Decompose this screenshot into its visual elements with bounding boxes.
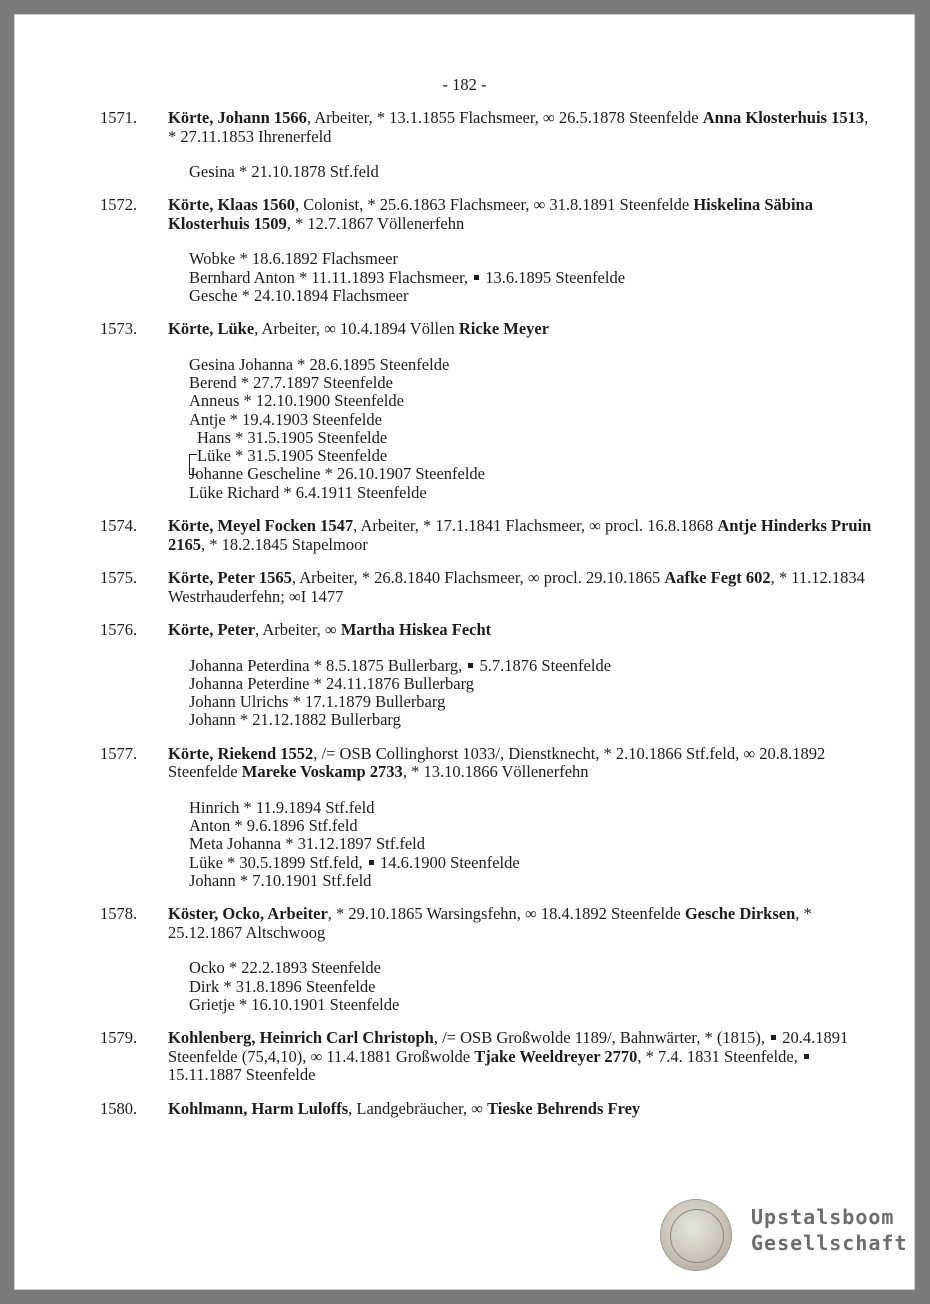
person-name: Köster, Ocko, Arbeiter	[168, 904, 328, 924]
entry-number: 1580.	[100, 1098, 138, 1118]
death-marker-icon	[369, 860, 374, 865]
child-entry	[189, 356, 880, 374]
child-text: Gesina * 21.10.1878 Stf.feld	[189, 162, 379, 181]
child-entry	[189, 693, 880, 711]
child-entry	[189, 872, 880, 890]
seal-icon	[661, 1200, 731, 1270]
person-name: Körte, Meyel Focken 1547	[168, 516, 354, 536]
children-list	[189, 657, 880, 730]
entry	[100, 196, 880, 305]
death-marker-icon	[771, 1035, 776, 1040]
entry-detail: , /= OSB Großwolde 1189/, Bahnwärter, * (1815), 20.4.1891 Steenfelde (75,4,10), ∞ 11.4.1881 Großwolde	[168, 1028, 849, 1066]
entry-detail: , * 13.10.1866 Völlenerfehn	[402, 762, 589, 782]
entry-number: 1574.	[100, 516, 138, 536]
child-text: 5.7.1876 Steenfelde	[475, 655, 612, 675]
document-page	[14, 14, 915, 1290]
child-text: Johanna Peterdina * 8.5.1875 Bullerbarg,	[189, 655, 467, 675]
entry-detail: , /= OSB Collinghorst 1033/, Dienstknecht, * 2.10.1866 Stf.feld, ∞ 20.8.1892 Steenfelde	[168, 743, 826, 782]
person-name: Antje Hinderks Pruin 2165	[168, 516, 872, 554]
child-text: Ocko * 22.2.1893 Steenfelde	[189, 958, 381, 978]
entry	[100, 109, 880, 181]
children-list	[189, 356, 880, 502]
child-text: Anton * 9.6.1896 Stf.feld	[189, 816, 358, 836]
entry-heading	[168, 517, 880, 554]
child-entry	[189, 465, 880, 483]
entry-detail: , * 7.4. 1831 Steenfelde, 15.11.1887 Steenfelde	[168, 1047, 811, 1085]
entry	[100, 517, 880, 554]
entry-number: 1578.	[100, 904, 138, 924]
society-logo	[661, 1200, 908, 1274]
twins-bracket	[189, 454, 197, 475]
child-entry	[189, 817, 880, 835]
child-text: Dirk * 31.8.1896 Steenfelde	[189, 976, 376, 996]
child-text: Gesina Johanna * 28.6.1895 Steenfelde	[189, 354, 450, 374]
entry-detail: , * 12.7.1867 Völlenerfehn	[286, 213, 465, 233]
person-name: Körte, Lüke	[168, 319, 255, 339]
child-entry	[189, 996, 880, 1014]
entry-detail: , Arbeiter, ∞	[255, 620, 341, 640]
person-name: Aafke Fegt 602	[664, 568, 771, 588]
child-entry	[189, 287, 880, 305]
child-text: Johann Ulrichs * 17.1.1879 Bullerbarg	[189, 692, 446, 712]
logo-text	[751, 1204, 908, 1256]
child-text: Johann * 7.10.1901 Stf.feld	[189, 870, 372, 890]
child-entry	[189, 959, 880, 977]
child-entry	[189, 675, 880, 693]
entry	[100, 1029, 880, 1085]
entry-heading	[168, 109, 880, 146]
child-entry	[189, 854, 880, 872]
entry	[100, 905, 880, 1014]
child-entry	[189, 835, 880, 853]
child-text: 13.6.1895 Steenfelde	[481, 267, 626, 287]
entry-number: 1577.	[100, 743, 138, 763]
entry-detail: , * 18.2.1845 Stapelmoor	[201, 534, 368, 554]
child-entry	[189, 799, 880, 817]
entry-heading	[168, 569, 880, 606]
person-name: Mareke Voskamp 2733	[241, 762, 403, 782]
person-name: Anna Klosterhuis 1513	[702, 108, 865, 127]
entry-heading	[168, 1100, 880, 1119]
entry-detail: , Arbeiter, * 13.1.1855 Flachsmeer, ∞ 26.5.1878 Steenfelde	[306, 108, 703, 127]
person-name: Tjake Weeldreyer 2770	[474, 1046, 638, 1066]
entry	[100, 621, 880, 730]
logo-line-2: Gesellschaft	[751, 1231, 908, 1255]
entry-heading	[168, 745, 880, 782]
child-entry	[189, 411, 880, 429]
child-entry	[189, 657, 880, 675]
child-entry	[189, 447, 880, 465]
entry-number: 1571.	[100, 108, 138, 127]
person-name: Hiskelina Säbina Klosterhuis 1509	[168, 195, 813, 233]
child-text: Hinrich * 11.9.1894 Stf.feld	[189, 797, 375, 817]
child-text: Gesche * 24.10.1894 Flachsmeer	[189, 285, 409, 305]
person-name: Gesche Dirksen	[684, 904, 796, 924]
child-text: Meta Johanna * 31.12.1897 Stf.feld	[189, 834, 426, 854]
child-text: Lüke * 30.5.1899 Stf.feld,	[189, 852, 367, 872]
child-entry	[189, 484, 880, 502]
entry-number: 1572.	[100, 195, 138, 215]
children-list	[189, 799, 880, 890]
child-text: Johanne Gescheline * 26.10.1907 Steenfelde	[189, 464, 486, 484]
entry-detail: , * 11.12.1834 Westrhauderfehn; ∞I 1477	[168, 568, 865, 606]
child-text: 14.6.1900 Steenfelde	[375, 852, 520, 872]
child-entry	[189, 163, 880, 181]
death-marker-icon	[804, 1054, 809, 1059]
entry	[100, 1100, 880, 1119]
person-name: Körte, Peter	[168, 620, 256, 640]
person-name: Körte, Klaas 1560	[168, 195, 295, 215]
entry-detail: , * 27.11.1853 Ihrenerfeld	[168, 108, 869, 146]
entry-heading	[168, 905, 880, 942]
entry-heading	[168, 621, 880, 640]
entry-number: 1576.	[100, 620, 138, 640]
child-text: Johanna Peterdine * 24.11.1876 Bullerbarg	[189, 673, 475, 693]
entry-detail: , Landgebräucher, ∞	[348, 1098, 488, 1118]
child-entry	[189, 269, 880, 287]
entry	[100, 745, 880, 890]
child-text: Berend * 27.7.1897 Steenfelde	[189, 372, 393, 392]
genealogy-entries	[100, 109, 880, 1133]
child-text: Bernhard Anton * 11.11.1893 Flachsmeer,	[189, 267, 473, 287]
entry-detail: , * 25.12.1867 Altschwoog	[168, 904, 812, 942]
person-name: Tieske Behrends Frey	[487, 1098, 641, 1118]
entry-number: 1579.	[100, 1028, 138, 1048]
child-text: Grietje * 16.10.1901 Steenfelde	[189, 994, 400, 1014]
logo-line-1: Upstalsboom	[751, 1205, 895, 1229]
page-number: - 182 -	[442, 75, 487, 94]
entry-detail: , Colonist, * 25.6.1863 Flachsmeer, ∞ 31.8.1891 Steenfelde	[294, 195, 694, 215]
person-name: Körte, Johann 1566	[168, 108, 307, 127]
child-entry	[189, 392, 880, 410]
child-entry	[189, 250, 880, 268]
entry	[100, 569, 880, 606]
child-text: Hans * 31.5.1905 Steenfelde	[197, 427, 388, 447]
entry-number: 1575.	[100, 568, 138, 588]
child-entry	[189, 374, 880, 392]
person-name: Martha Hiskea Fecht	[340, 620, 492, 640]
child-text: Lüke * 31.5.1905 Steenfelde	[197, 446, 388, 466]
entry-number: 1573.	[100, 319, 138, 339]
person-name: Körte, Peter 1565	[168, 568, 292, 588]
child-entry	[189, 711, 880, 729]
child-text: Johann * 21.12.1882 Bullerbarg	[189, 710, 401, 730]
children-list	[189, 163, 880, 181]
child-text: Antje * 19.4.1903 Steenfelde	[189, 409, 382, 429]
entry-detail: , * 29.10.1865 Warsingsfehn, ∞ 18.4.1892 Steenfelde	[327, 904, 685, 924]
entry-heading	[168, 196, 880, 233]
person-name: Kohlmann, Harm Luloffs	[168, 1098, 349, 1118]
child-text: Anneus * 12.10.1900 Steenfelde	[189, 391, 404, 411]
person-name: Kohlenberg, Heinrich Carl Christoph	[168, 1028, 434, 1048]
child-text: Lüke Richard * 6.4.1911 Steenfelde	[189, 482, 427, 502]
children-list	[189, 959, 880, 1014]
person-name: Ricke Meyer	[458, 319, 550, 339]
entry-heading	[168, 320, 880, 339]
children-list	[189, 250, 880, 305]
entry-detail: , Arbeiter, * 26.8.1840 Flachsmeer, ∞ procl. 29.10.1865	[291, 568, 665, 588]
death-marker-icon	[468, 663, 473, 668]
entry-detail: , Arbeiter, * 17.1.1841 Flachsmeer, ∞ procl. 16.8.1868	[353, 516, 718, 536]
entry-heading	[168, 1029, 880, 1085]
death-marker-icon	[474, 275, 479, 280]
entry-detail: , Arbeiter, ∞ 10.4.1894 Völlen	[254, 319, 459, 339]
child-entry	[189, 429, 880, 447]
entry	[100, 320, 880, 502]
child-entry	[189, 978, 880, 996]
person-name: Körte, Riekend 1552	[168, 743, 314, 763]
child-text: Wobke * 18.6.1892 Flachsmeer	[189, 249, 399, 269]
